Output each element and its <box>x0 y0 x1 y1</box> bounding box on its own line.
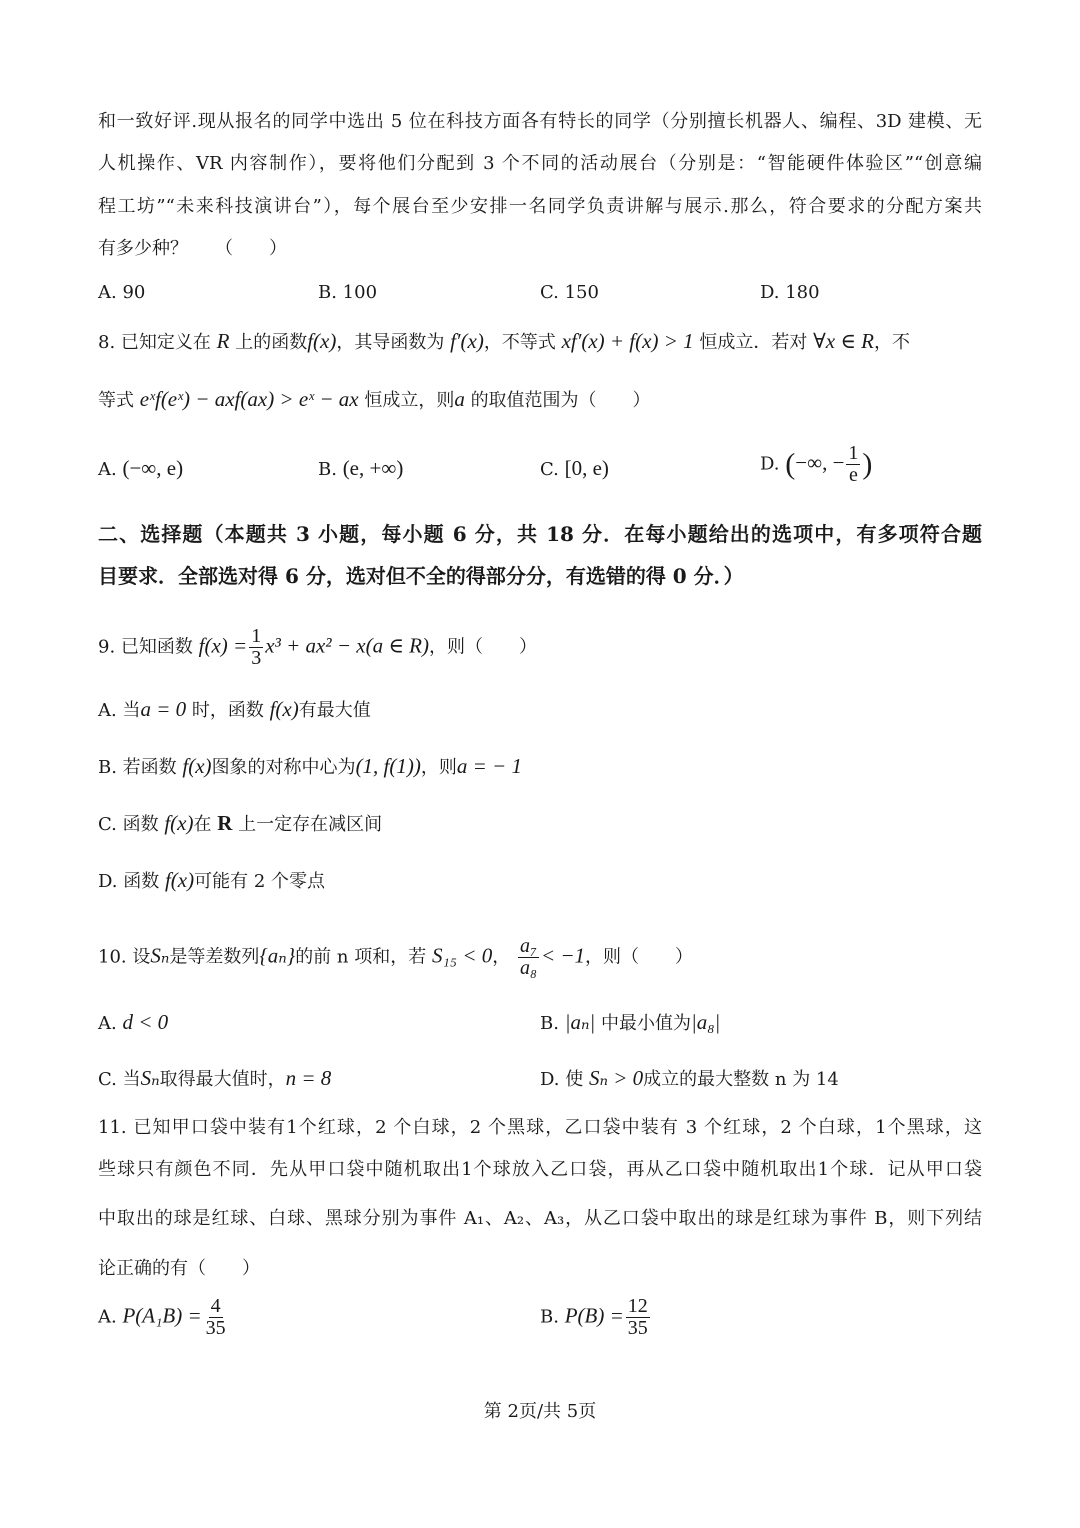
q10-stem <box>98 936 693 979</box>
denominator: 35 <box>627 1317 648 1339</box>
q7-option-a: A. 90 <box>98 282 146 303</box>
q9-option-a <box>98 699 371 720</box>
option-math: Sₙ <box>140 1066 160 1090</box>
denominator: a₈ <box>519 957 537 979</box>
q7-line-2: 人机操作、VR 内容制作），要将他们分配到 3 个不同的活动展台（分别是：“智能硬件体验区”“创意编 <box>98 153 982 174</box>
option-math: n = 8 <box>285 1066 332 1090</box>
option-math: a = − 1 <box>456 754 522 778</box>
q11-line-4: 论正确的有（ ） <box>98 1258 260 1279</box>
q8-line-2 <box>98 389 651 410</box>
option-value: (−∞, e) <box>122 456 184 480</box>
q10-option-d <box>540 1068 839 1089</box>
option-math: R <box>217 811 233 835</box>
option-label: A. 当 <box>98 700 141 721</box>
q10-text: 的前 n 项和，若 <box>295 946 427 968</box>
q9-option-b <box>98 756 522 777</box>
q8-option-d <box>760 443 872 486</box>
option-label: B. <box>540 1306 559 1328</box>
q8-math: eˣf(eˣ) − axf(ax) > eˣ − ax <box>139 387 359 411</box>
q10-option-c <box>98 1068 331 1089</box>
q8-text: 上的函数 <box>235 332 308 353</box>
q8-text: ，其导函数为 <box>336 332 445 353</box>
q8-text: 恒成立，则 <box>364 390 455 411</box>
numerator: 4 <box>210 1295 221 1317</box>
q8-math: R <box>216 329 230 353</box>
q10-math: S₁₅ < 0 <box>431 943 493 968</box>
option-text: ，则 <box>420 757 457 778</box>
q10-text: 是等差数列 <box>169 946 260 968</box>
option-label: C. 当 <box>98 1069 141 1090</box>
option-label: B. <box>318 459 337 480</box>
option-label: B. <box>540 1013 559 1034</box>
q8-option-b <box>318 458 403 479</box>
q9-math: x³ + ax² − x(a ∈ R) <box>265 633 429 658</box>
option-label: C. <box>540 459 559 480</box>
option-math: f(x) <box>182 754 212 778</box>
q11-option-b <box>540 1296 652 1339</box>
q7-option-c: C. 150 <box>540 282 599 303</box>
denominator: 3 <box>251 647 262 669</box>
option-text: 取得最大值时， <box>159 1069 286 1090</box>
option-math: |a₈| <box>690 1010 721 1034</box>
option-label: A. <box>98 1306 117 1328</box>
page-footer: 第 2页/共 5页 <box>483 1401 597 1422</box>
option-label: D. 函数 <box>98 871 160 892</box>
numerator: 12 <box>627 1295 648 1317</box>
option-text: 中最小值为 <box>600 1013 691 1034</box>
q10-text: ， <box>492 946 511 968</box>
q8-text: 恒成立．若对 <box>699 332 808 353</box>
option-text: 上一定存在减区间 <box>238 814 383 835</box>
q9-option-c <box>98 813 382 834</box>
section-2-heading-line-1: 二、选择题（本题共 3 小题，每小题 6 分，共 18 分．在每小题给出的选项中，有多项符合题 <box>98 522 982 546</box>
q8-math: a <box>454 387 465 411</box>
fraction <box>518 936 539 979</box>
option-math: P(A₁B) = <box>122 1303 202 1328</box>
option-label: A. <box>98 459 117 480</box>
q7-line-4: 有多少种？ （ ） <box>98 238 287 259</box>
q9-stem <box>98 626 537 669</box>
option-math: P(B) = <box>564 1303 624 1328</box>
q11-line-1: 11. 已知甲口袋中装有1个红球，2 个白球，2 个黑球，乙口袋中装有 3 个红球，2 个白球，1个黑球，这 <box>98 1117 982 1138</box>
fraction <box>846 443 860 486</box>
paren-left: ( <box>785 447 796 481</box>
option-text: 有最大值 <box>298 700 371 721</box>
q10-option-a <box>98 1012 168 1033</box>
denominator: 35 <box>205 1317 226 1339</box>
option-math: f(x) <box>164 811 194 835</box>
q8-option-a <box>98 458 183 479</box>
option-text: 成立的最大整数 n 为 14 <box>643 1069 839 1090</box>
q10-math: {aₙ} <box>259 943 296 968</box>
option-label: D. 使 <box>540 1069 584 1090</box>
q7-option-d: D. 180 <box>760 282 820 303</box>
fraction <box>249 626 263 669</box>
option-math: a = 0 <box>140 697 187 721</box>
q11-line-3: 中取出的球是红球、白球、黑球分别为事件 A₁、A₂、A₃，从乙口袋中取出的球是红球为事件 B，则下列结 <box>98 1208 982 1229</box>
q10-math: < −1 <box>540 943 586 968</box>
q9-text: ，则（ ） <box>428 636 537 658</box>
q9-text: 9. 已知函数 <box>98 636 193 658</box>
option-text: 可能有 2 个零点 <box>194 871 326 892</box>
numerator: 1 <box>848 442 859 464</box>
q8-math: ∀x ∈ R <box>813 329 874 353</box>
option-math: d < 0 <box>122 1010 169 1034</box>
option-value: [0, e) <box>564 456 609 480</box>
option-label: A. <box>98 1013 117 1034</box>
q10-option-b <box>540 1012 720 1033</box>
q10-text: ，则（ ） <box>585 946 694 968</box>
q11-option-a <box>98 1296 230 1339</box>
option-math: |aₙ| <box>564 1010 596 1034</box>
q10-text: 10. 设 <box>98 946 151 968</box>
option-math: Sₙ > 0 <box>588 1066 644 1090</box>
q8-math: f(x) <box>307 329 337 353</box>
denominator: e <box>848 464 858 486</box>
q8-text: 8. 已知定义在 <box>98 332 211 353</box>
option-math: f(x) <box>164 868 195 892</box>
option-label: D. <box>760 453 780 475</box>
q8-option-c <box>540 458 609 479</box>
option-math: (1, f(1)) <box>355 754 421 778</box>
option-label: C. 函数 <box>98 814 159 835</box>
q7-option-b: B. 100 <box>318 282 378 303</box>
q8-text: 等式 <box>98 390 134 411</box>
q8-math: xf′(x) + f(x) > 1 <box>561 329 694 353</box>
fraction <box>204 1296 228 1339</box>
section-2-heading-line-2: 目要求．全部选对得 6 分，选对但不全的得部分分，有选错的得 0 分．） <box>98 564 744 588</box>
q7-line-3: 程工坊”“未来科技演讲台”），每个展台至少安排一名同学负责讲解与展示.那么，符合要求的分配方案共 <box>98 196 982 217</box>
q9-option-d <box>98 870 325 891</box>
q9-math: f(x) = <box>198 633 248 658</box>
q8-line-1 <box>98 331 910 352</box>
option-text: 时，函数 <box>191 700 264 721</box>
numerator: a₇ <box>519 935 537 957</box>
option-value: −∞, − <box>795 450 845 475</box>
q8-text: 的取值范围为（ ） <box>470 390 651 411</box>
option-label: B. 若函数 <box>98 757 177 778</box>
paren-right: ) <box>862 447 873 481</box>
q8-text: ，不 <box>873 332 910 353</box>
q8-math: f′(x) <box>450 329 484 353</box>
fraction <box>626 1296 650 1339</box>
option-text: 在 <box>193 814 212 835</box>
q8-text: ，不等式 <box>483 332 556 353</box>
option-value: (e, +∞) <box>342 456 404 480</box>
q10-math: Sₙ <box>150 943 170 968</box>
q11-line-2: 些球只有颜色不同．先从甲口袋中随机取出1个球放入乙口袋，再从乙口袋中随机取出1个球．记从甲口袋 <box>98 1159 982 1180</box>
numerator: 1 <box>251 625 262 647</box>
option-math: f(x) <box>269 697 299 721</box>
option-text: 图象的对称中心为 <box>211 757 356 778</box>
q7-line-1: 和一致好评.现从报名的同学中选出 5 位在科技方面各有特长的同学（分别擅长机器人、编程、3D 建模、无 <box>98 111 982 132</box>
